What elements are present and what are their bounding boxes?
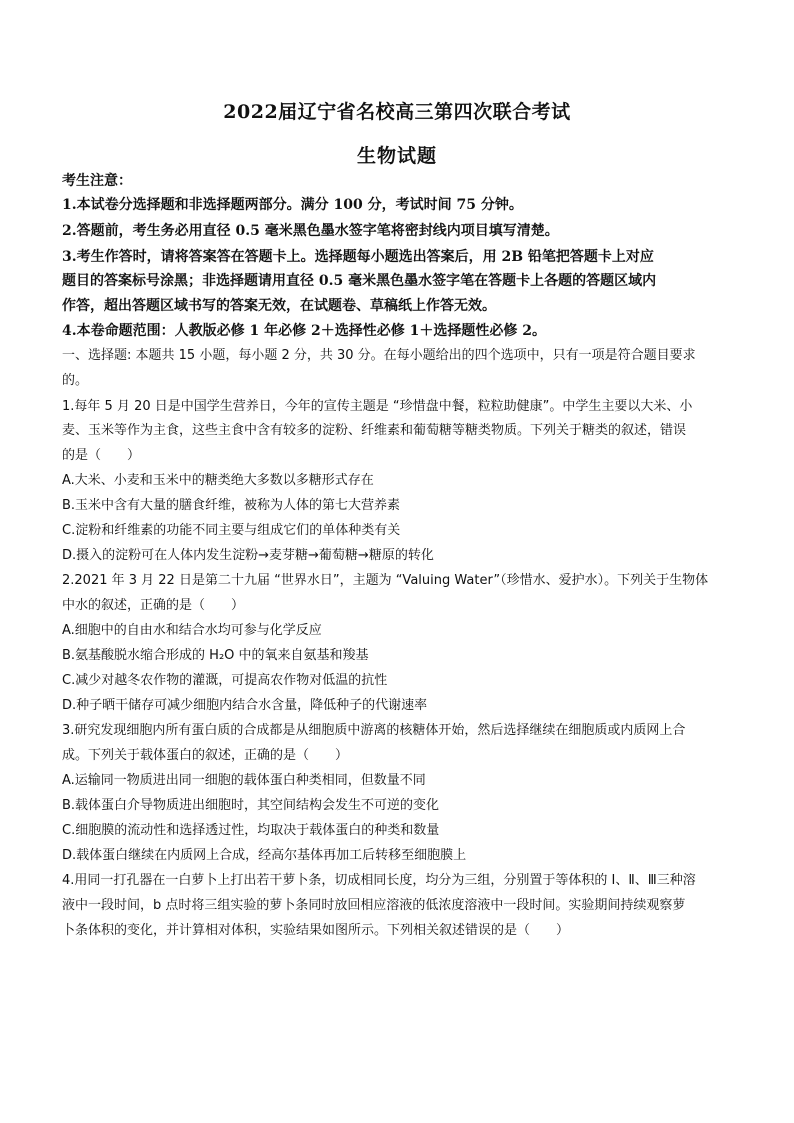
exam-subtitle: 生物试题 xyxy=(356,145,437,167)
section-instruction: 的。 xyxy=(62,373,89,388)
question-3-option-b: B.载体蛋白介导物质进出细胞时，其空间结构会发生不可逆的变化 xyxy=(62,798,440,813)
question-4-stem: 4.用同一打孔器在一白萝卜上打出若干萝卜条，切成相同长度，均分为三组，分别置于等体积的 Ⅰ、Ⅱ、Ⅲ三种溶 xyxy=(62,873,696,888)
question-3-option-d: D.载体蛋白继续在内质网上合成，经高尔基体再加工后转移至细胞膜上 xyxy=(62,848,467,863)
question-1-option-d: D.摄入的淀粉可在人体内发生淀粉→麦芽糖→葡萄糖→糖原的转化 xyxy=(62,548,434,563)
notice-line: 4.本卷命题范围：人教版必修 1 年必修 2＋选择性必修 1＋选择题性必修 2。 xyxy=(62,323,546,339)
question-1-option-a: A.大米、小麦和玉米中的糖类绝大多数以多糖形式存在 xyxy=(62,473,374,488)
question-2-option-d: D.种子晒干储存可减少细胞内结合水含量，降低种子的代谢速率 xyxy=(62,698,428,713)
question-2-option-b: B.氨基酸脱水缩合形成的 H₂O 中的氧来自氨基和羧基 xyxy=(62,648,369,663)
notice-heading: 考生注意： xyxy=(62,173,132,189)
question-3-option-c: C.细胞膜的流动性和选择透过性，均取决于载体蛋白的种类和数量 xyxy=(62,823,440,838)
notice-line: 1.本试卷分选择题和非选择题两部分。满分 100 分，考试时间 75 分钟。 xyxy=(62,197,523,213)
question-3-stem: 成。下列关于载体蛋白的叙述，正确的是（ ） xyxy=(62,748,349,763)
notice-line: 2.答题前，考生务必用直径 0.5 毫米黑色墨水签字笔将密封线内项目填写清楚。 xyxy=(62,223,559,239)
notice-line: 作答，超出答题区域书写的答案无效，在试题卷、草稿纸上作答无效。 xyxy=(62,298,496,314)
question-4-stem: 液中一段时间，b 点时将三组实验的萝卜条同时放回相应溶液的低浓度溶液中一段时间。实验期间持续观察萝 xyxy=(62,898,686,913)
question-1-stem: 麦、玉米等作为主食，这些主食中含有较多的淀粉、纤维素和葡萄糖等糖类物质。下列关于糖类的叙述，错误 xyxy=(62,423,687,438)
question-1-option-c: C.淀粉和纤维素的功能不同主要与组成它们的单体种类有关 xyxy=(62,523,401,538)
question-3-option-a: A.运输同一物质进出同一细胞的载体蛋白种类相同，但数量不同 xyxy=(62,773,426,788)
notice-line: 3.考生作答时，请将答案答在答题卡上。选择题每小题选出答案后，用 2B 铅笔把答题卡上对应 xyxy=(62,249,654,265)
question-2-option-a: A.细胞中的自由水和结合水均可参与化学反应 xyxy=(62,623,322,638)
question-4-stem: 卜条体积的变化，并计算相对体积，实验结果如图所示。下列相关叙述错误的是（ ） xyxy=(62,923,570,938)
question-2-option-c: C.减少对越冬农作物的灌溉，可提高农作物对低温的抗性 xyxy=(62,673,388,688)
section-instruction: 一、选择题: 本题共 15 小题，每小题 2 分，共 30 分。在每小题给出的四个选项中，只有一项是符合题目要求 xyxy=(62,348,696,363)
question-2-stem: 2.2021 年 3 月 22 日是第二十九届 “世界水日”，主题为 “Valuing Water”（珍惜水、爱护水）。下列关于生物体 xyxy=(62,573,709,588)
question-3-stem: 3.研究发现细胞内所有蛋白质的合成都是从细胞质中游离的核糖体开始，然后选择继续在细胞质或内质网上合 xyxy=(62,723,686,738)
question-1-stem: 的是（ ） xyxy=(62,448,141,463)
notice-line: 题目的答案标号涂黑；非选择题请用直径 0.5 毫米黑色墨水签字笔在答题卡上各题的答题区域内 xyxy=(62,273,657,289)
question-1-stem: 1.每年 5 月 20 日是中国学生营养日，今年的宣传主题是 “珍惜盘中餐，粒粒助健康”。中学生主要以大米、小 xyxy=(62,399,693,414)
question-1-option-b: B.玉米中含有大量的膳食纤维，被称为人体的第七大营养素 xyxy=(62,498,401,513)
question-2-stem: 中水的叙述，正确的是（ ） xyxy=(62,598,245,613)
exam-title: 2022届辽宁省名校高三第四次联合考试 xyxy=(223,101,571,123)
